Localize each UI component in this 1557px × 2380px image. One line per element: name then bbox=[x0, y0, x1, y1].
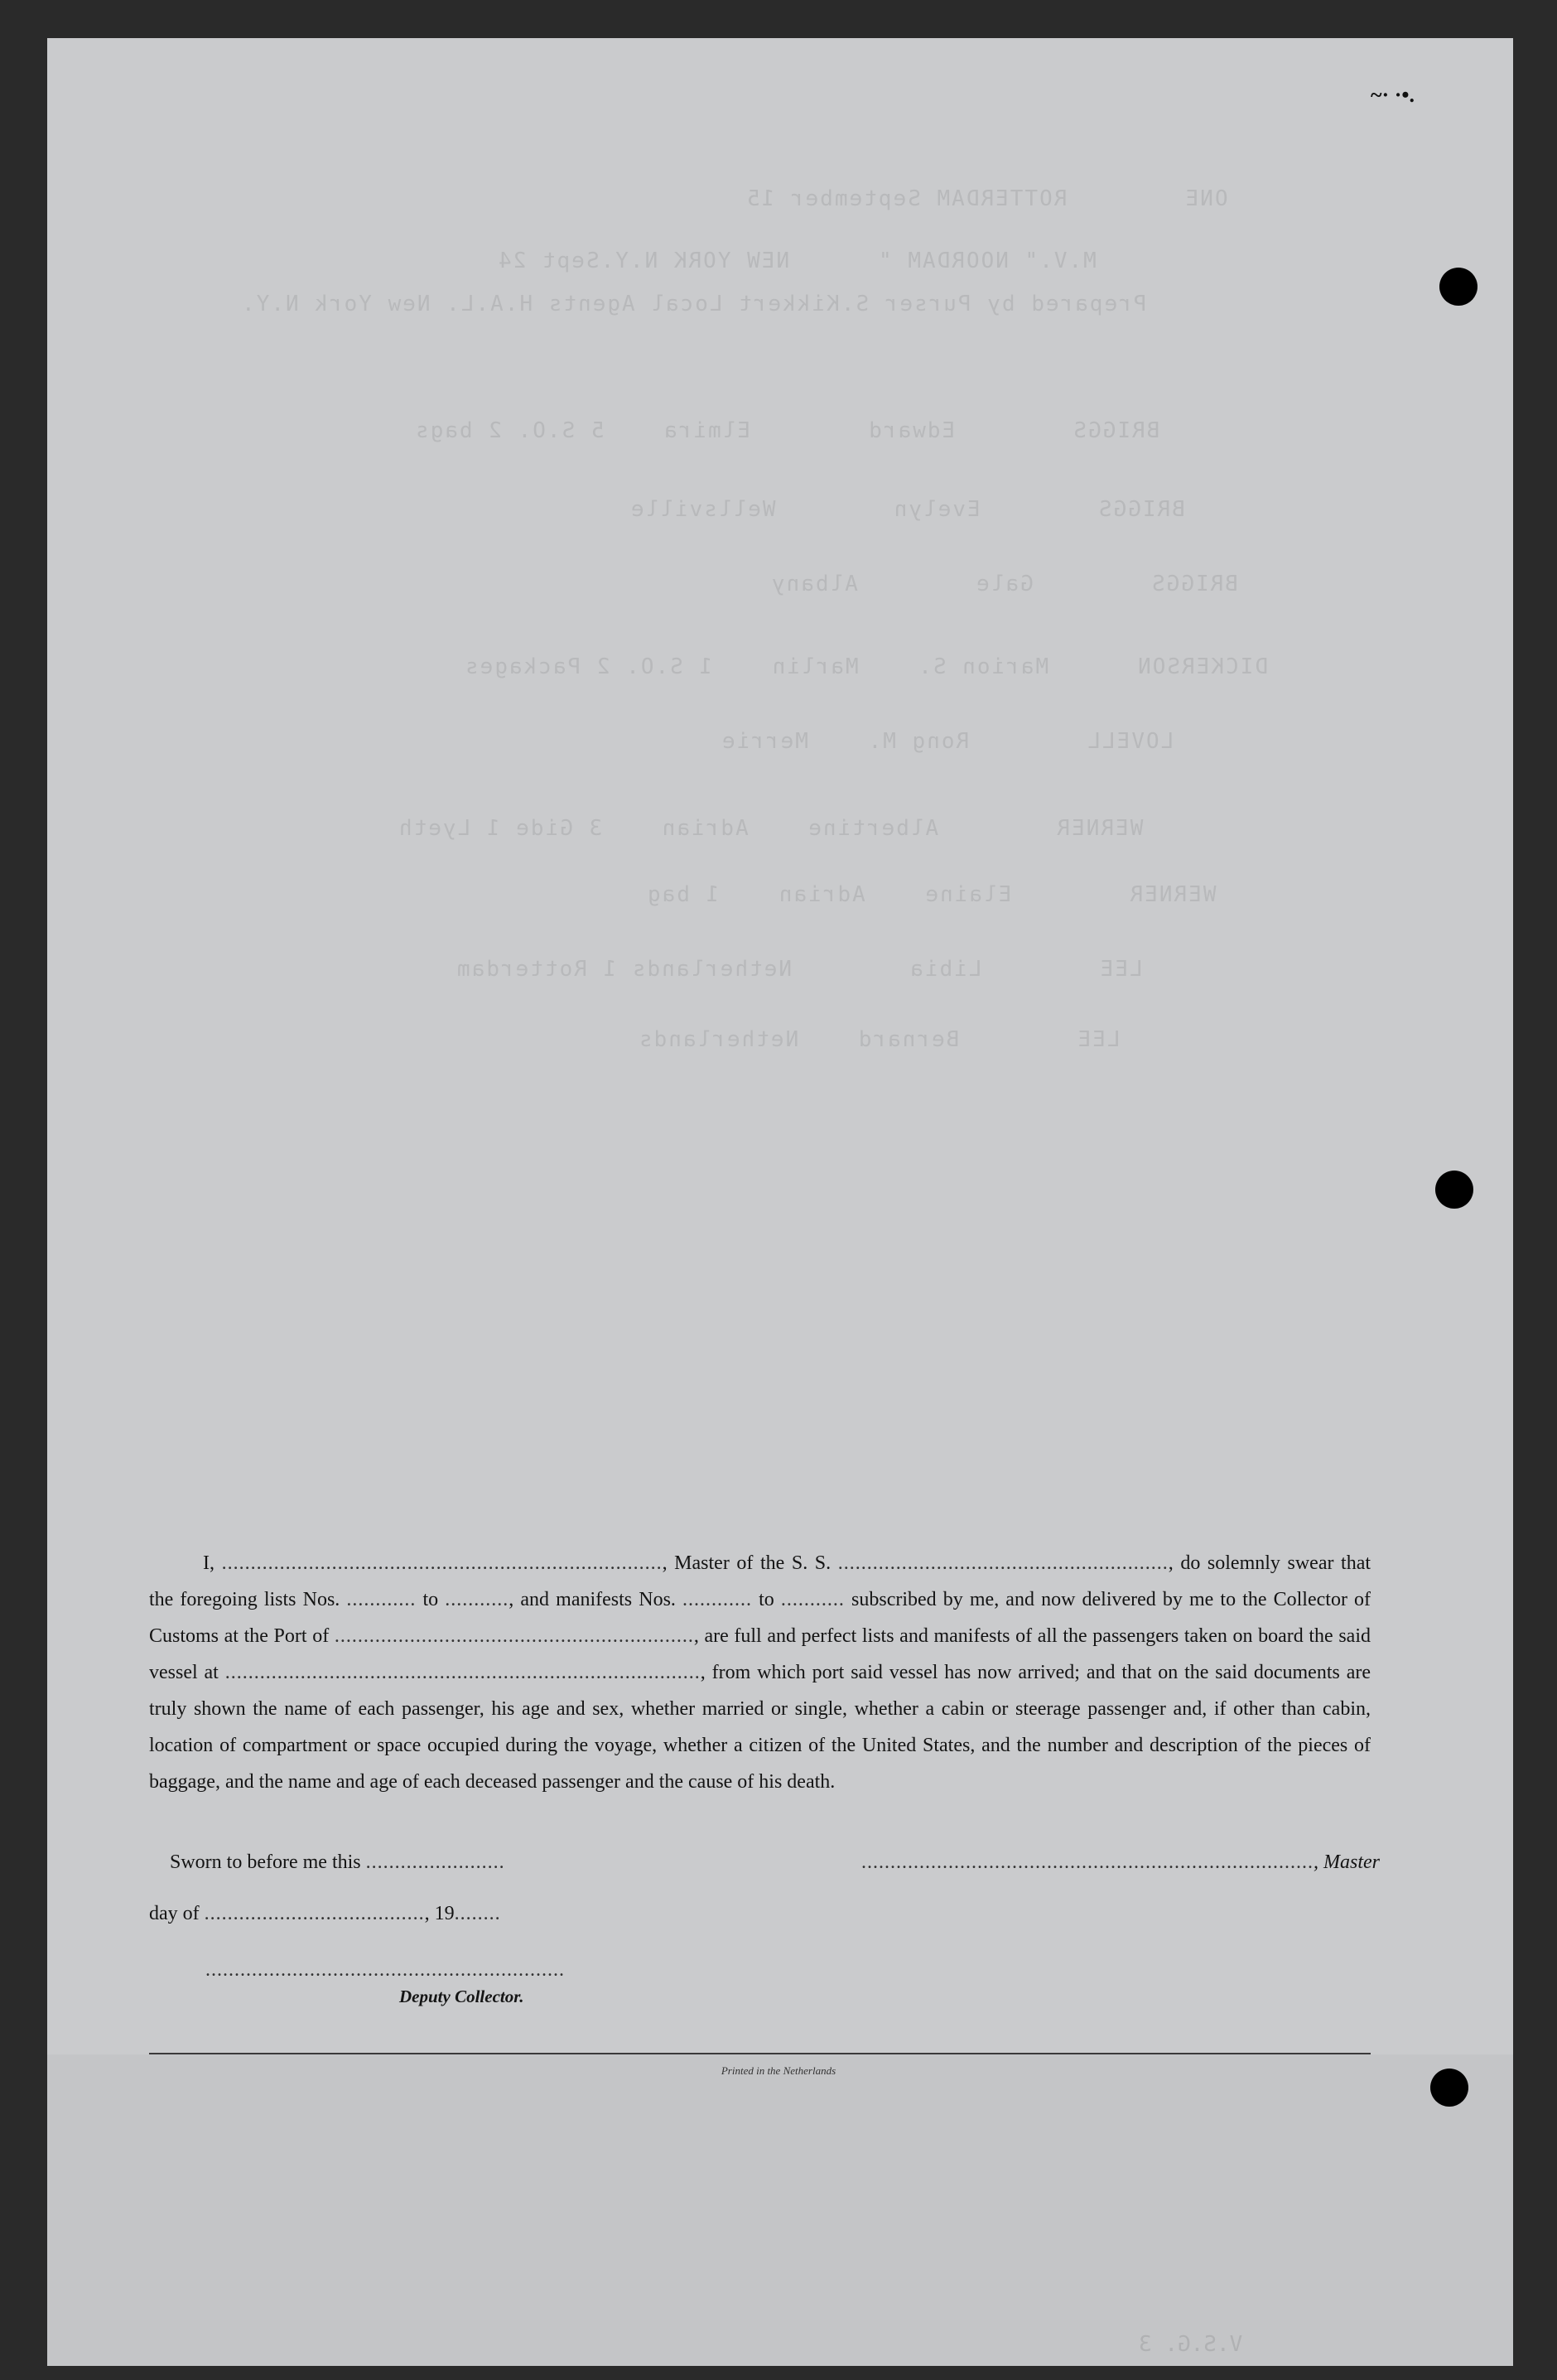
form-sheet bbox=[47, 38, 1513, 2366]
oath-line1-a: I, bbox=[203, 1552, 215, 1574]
day-label: day of bbox=[149, 1903, 200, 1924]
bleed-through-text: Prepared by Purser S.Kikkert Local Agents H.A.L. New York N.Y. bbox=[240, 292, 1147, 316]
sworn-row bbox=[170, 1851, 505, 1874]
bleed-through-text: LOVELL Rong M. Merrie bbox=[721, 729, 1174, 754]
oath-line2-d: to bbox=[759, 1589, 774, 1610]
oath-line4-a: manifests of all the passengers taken on board the said vessel at bbox=[149, 1625, 1371, 1683]
master-signature-field[interactable]: .............................................................................. bbox=[861, 1851, 1314, 1873]
bleed-through-text: LEE Bernard Netherlands bbox=[638, 1027, 1121, 1052]
lists-to-field[interactable]: ........... bbox=[445, 1589, 509, 1610]
bleed-through-text: ONE ROTTERDAM September 15 bbox=[745, 186, 1228, 211]
master-signature-row bbox=[861, 1851, 1380, 1874]
ship-name-field[interactable]: ......................................................... bbox=[837, 1552, 1169, 1574]
port-field[interactable]: .............................................................. bbox=[334, 1625, 694, 1647]
manifests-from-field[interactable]: ............ bbox=[682, 1589, 753, 1610]
bleed-through-text: M.V." NOORDAM " NEW YORK N.Y.Sept 24 bbox=[497, 249, 1097, 273]
printed-in-label: Printed in the Netherlands bbox=[721, 2064, 836, 2077]
oath-paragraph bbox=[149, 1545, 1371, 1800]
oath-line2-a: swear that the foregoing lists Nos. bbox=[149, 1552, 1371, 1610]
oath-line1-c: , do solemnly bbox=[1168, 1552, 1280, 1574]
bleed-through-text: BRIGGS Evelyn Wellsville bbox=[629, 497, 1185, 522]
deputy-collector-label: Deputy Collector. bbox=[399, 1987, 524, 2006]
footer-rule bbox=[149, 2053, 1371, 2054]
oath-line3-b: , are full and perfect lists and bbox=[693, 1625, 928, 1647]
bleed-through-text: DICKERSON Marion S. Marlin 1 S.O. 2 Packages bbox=[464, 654, 1268, 679]
bleed-through-text: BRIGGS Edward Elmira 5 S.O. 2 bags bbox=[414, 418, 1160, 443]
departure-port-field[interactable]: .................................................................................. bbox=[224, 1662, 701, 1683]
corner-mark: ~· ·•. bbox=[1371, 83, 1415, 107]
bleed-through-text: WERNER Albertine Adrian 3 Gide 1 Lyeth bbox=[398, 816, 1144, 841]
bleed-through-text: BRIGGS Gale Albany bbox=[770, 572, 1238, 596]
oath-line4-b: , from which bbox=[700, 1662, 806, 1683]
collector-row bbox=[205, 1959, 565, 1982]
bleed-through-stamp: V.S.G. 3 bbox=[1139, 2332, 1243, 2357]
punch-hole-top bbox=[1439, 268, 1477, 306]
bleed-through-text: WERNER Elaine Adrian 1 bag bbox=[646, 882, 1217, 907]
oath-line1-b: , Master of the S. S. bbox=[662, 1552, 832, 1574]
sworn-date-field[interactable]: ........................ bbox=[365, 1851, 505, 1873]
master-name-field[interactable]: ............................................................................ bbox=[221, 1552, 663, 1574]
master-label: , Master bbox=[1314, 1851, 1380, 1873]
oath-text bbox=[149, 1545, 1371, 1800]
bleed-through-text: LEE Libia Netherlands 1 Rotterdam bbox=[456, 957, 1143, 982]
sworn-label: Sworn to before me this bbox=[170, 1851, 361, 1873]
year-field[interactable]: ........ bbox=[454, 1903, 501, 1924]
day-field[interactable]: ...................................... bbox=[204, 1903, 425, 1924]
form-sheet-bottom bbox=[47, 2054, 1513, 2366]
oath-line2-c: , and manifests Nos. bbox=[509, 1589, 676, 1610]
oath-line3-a: delivered by me to the Collector of Customs at the Port of bbox=[149, 1589, 1371, 1647]
oath-rest: port said vessel has now arrived; and that on the said documents are truly shown the name of each passenger, his age and sex, whether married or single, whether a cabin or steerage passenger and, if other than cabin, location of compartment or space occupied during the voyage, whether a citizen of the United States, and the number and description of the pieces of baggage, and the name and age of each deceased passenger and the cause of his death. bbox=[149, 1662, 1371, 1793]
punch-hole-middle bbox=[1435, 1171, 1473, 1209]
oath-line2-b: to bbox=[422, 1589, 439, 1610]
day-row bbox=[149, 1903, 501, 1925]
manifests-to-field[interactable]: ........... bbox=[780, 1589, 845, 1610]
oath-line2-e: subscribed by me, and now bbox=[851, 1589, 1076, 1610]
year-label: , 19 bbox=[424, 1903, 455, 1924]
collector-signature-field[interactable]: .............................................................. bbox=[205, 1959, 565, 1981]
lists-from-field[interactable]: ............ bbox=[346, 1589, 417, 1610]
